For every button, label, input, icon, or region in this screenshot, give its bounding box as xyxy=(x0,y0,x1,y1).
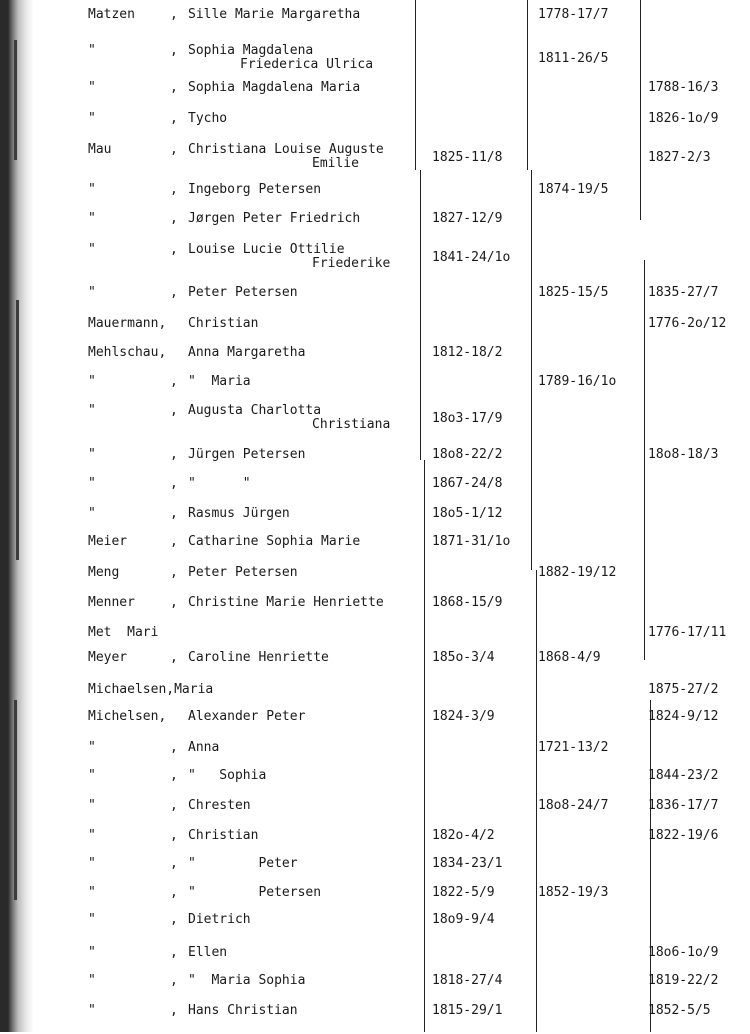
register-row xyxy=(0,596,750,626)
entry-surname: " xyxy=(88,211,96,226)
entry-separator: , xyxy=(170,142,178,157)
register-row xyxy=(0,535,750,565)
entry-given-names: Sophia Magdalena xyxy=(188,43,314,58)
entry-date-column-1: 1871-31/1o xyxy=(432,534,511,549)
entry-date-column-3: 1844-23/2 xyxy=(648,768,719,783)
entry-surname: Met Mari xyxy=(88,625,159,640)
entry-given-names: " Peter xyxy=(188,856,298,871)
entry-surname: " xyxy=(88,111,96,126)
register-row xyxy=(0,946,750,976)
entry-given-names: " Maria xyxy=(188,374,251,389)
register-row xyxy=(0,8,750,38)
entry-date-column-3: 1875-27/2 xyxy=(648,682,719,697)
entry-surname: Mauermann, xyxy=(88,316,167,331)
entry-given-names: Tycho xyxy=(188,111,228,126)
entry-given-names: Christine Marie Henriette xyxy=(188,595,384,610)
entry-date-column-2: 1868-4/9 xyxy=(538,650,601,665)
entry-separator: , xyxy=(170,565,178,580)
entry-separator: , xyxy=(170,740,178,755)
register-row xyxy=(0,769,750,799)
entry-given-names: Rasmus Jürgen xyxy=(188,506,290,521)
entry-separator: , xyxy=(170,242,178,257)
entry-date-column-1: 182o-4/2 xyxy=(432,828,495,843)
entry-given-names-continued: Friederica Ulrica xyxy=(240,57,374,72)
entry-surname: " xyxy=(88,80,96,95)
entry-given-names: Louise Lucie Ottilie xyxy=(188,242,345,257)
entry-date-column-3: 1776-17/11 xyxy=(648,625,727,640)
entry-date-column-1: 1841-24/1o xyxy=(432,250,511,265)
entry-date-column-2: 1811-26/5 xyxy=(538,51,609,66)
entry-separator: , xyxy=(170,828,178,843)
entry-surname: Meng xyxy=(88,565,120,580)
entry-date-column-2: 1825-15/5 xyxy=(538,285,609,300)
register-row xyxy=(0,829,750,859)
entry-surname: " xyxy=(88,885,96,900)
entry-given-names: Christian xyxy=(188,828,259,843)
entry-given-names: Ingeborg Petersen xyxy=(188,182,322,197)
entry-surname: " xyxy=(88,828,96,843)
register-row xyxy=(0,404,750,434)
register-row xyxy=(0,857,750,887)
entry-given-names: Caroline Henriette xyxy=(188,650,329,665)
register-row xyxy=(0,974,750,1004)
entry-separator: , xyxy=(170,182,178,197)
entry-given-names: Chresten xyxy=(188,798,251,813)
entry-date-column-1: 185o-3/4 xyxy=(432,650,495,665)
entry-surname: " xyxy=(88,506,96,521)
entry-given-names-continued: Friederike xyxy=(312,256,391,271)
entry-given-names: " Maria Sophia xyxy=(188,973,306,988)
entry-date-column-1: 1827-12/9 xyxy=(432,211,503,226)
entry-surname: " xyxy=(88,447,96,462)
entry-given-names: Jürgen Petersen xyxy=(188,447,306,462)
entry-surname: Michelsen, xyxy=(88,709,167,724)
register-row xyxy=(0,346,750,376)
entry-given-names: Catharine Sophia Marie xyxy=(188,534,361,549)
entry-surname: " xyxy=(88,1003,96,1018)
entry-surname: " xyxy=(88,945,96,960)
entry-separator: , xyxy=(170,80,178,95)
entry-given-names: Sophia Magdalena Maria xyxy=(188,80,361,95)
entry-separator: , xyxy=(170,403,178,418)
register-row xyxy=(0,448,750,478)
register-row xyxy=(0,507,750,537)
entry-separator: , xyxy=(170,1003,178,1018)
register-row xyxy=(0,886,750,916)
entry-given-names: " " xyxy=(188,476,251,491)
entry-date-column-3: 1776-2o/12 xyxy=(648,316,727,331)
entry-surname: " xyxy=(88,856,96,871)
register-row xyxy=(0,183,750,213)
entry-date-column-3: 1822-19/6 xyxy=(648,828,719,843)
entry-given-names: " Sophia xyxy=(188,768,267,783)
entry-given-names-continued: Emilie xyxy=(312,156,359,171)
entry-separator: , xyxy=(170,7,178,22)
entry-given-names: Dietrich xyxy=(188,912,251,927)
entry-date-column-3: 1836-17/7 xyxy=(648,798,719,813)
entry-date-column-1: 18o8-22/2 xyxy=(432,447,503,462)
entry-given-names: Anna Margaretha xyxy=(188,345,306,360)
entry-separator: , xyxy=(170,912,178,927)
entry-date-column-2: 1778-17/7 xyxy=(538,7,609,22)
entry-separator: , xyxy=(170,768,178,783)
entry-date-column-1: 1824-3/9 xyxy=(432,709,495,724)
entry-surname: " xyxy=(88,740,96,755)
entry-date-column-2: 1852-19/3 xyxy=(538,885,609,900)
entry-date-column-3: 1788-16/3 xyxy=(648,80,719,95)
entry-given-names: Ellen xyxy=(188,945,228,960)
register-row xyxy=(0,286,750,316)
entry-separator: , xyxy=(170,43,178,58)
entry-date-column-3: 18o8-18/3 xyxy=(648,447,719,462)
entry-given-names: Peter Petersen xyxy=(188,565,298,580)
entry-surname: " xyxy=(88,912,96,927)
entry-date-column-1: 1818-27/4 xyxy=(432,973,503,988)
entry-surname: Michaelsen,Maria xyxy=(88,682,214,697)
entry-separator: , xyxy=(170,534,178,549)
entry-separator: , xyxy=(170,476,178,491)
register-row xyxy=(0,243,750,273)
entry-separator: , xyxy=(170,595,178,610)
entry-date-column-1: 1868-15/9 xyxy=(432,595,503,610)
register-row xyxy=(0,477,750,507)
entry-date-column-1: 1867-24/8 xyxy=(432,476,503,491)
entry-date-column-3: 1819-22/2 xyxy=(648,973,719,988)
register-row xyxy=(0,710,750,740)
entry-given-names: Jørgen Peter Friedrich xyxy=(188,211,361,226)
entry-given-names: Anna xyxy=(188,740,220,755)
entry-date-column-3: 1827-2/3 xyxy=(648,150,711,165)
entry-surname: Matzen xyxy=(88,7,135,22)
entry-surname: Meyer xyxy=(88,650,128,665)
entry-date-column-2: 1721-13/2 xyxy=(538,740,609,755)
entry-date-column-2: 1882-19/12 xyxy=(538,565,617,580)
entry-separator: , xyxy=(170,945,178,960)
register-row xyxy=(0,212,750,242)
entry-date-column-3: 18o6-1o/9 xyxy=(648,945,719,960)
register-row xyxy=(0,566,750,596)
entry-given-names-continued: Christiana xyxy=(312,417,391,432)
register-row xyxy=(0,317,750,347)
register-row xyxy=(0,112,750,142)
entry-separator: , xyxy=(170,506,178,521)
entry-separator: , xyxy=(170,885,178,900)
entry-date-column-1: 18o5-1/12 xyxy=(432,506,503,521)
entry-surname: " xyxy=(88,768,96,783)
entry-given-names: Hans Christian xyxy=(188,1003,298,1018)
entry-date-column-2: 18o8-24/7 xyxy=(538,798,609,813)
entry-separator: , xyxy=(170,973,178,988)
entry-surname: Mau xyxy=(88,142,112,157)
entry-date-column-1: 18o3-17/9 xyxy=(432,411,503,426)
entry-date-column-1: 1834-23/1 xyxy=(432,856,503,871)
entry-date-column-3: 1824-9/12 xyxy=(648,709,719,724)
entry-date-column-1: 1822-5/9 xyxy=(432,885,495,900)
entry-date-column-1: 1815-29/1 xyxy=(432,1003,503,1018)
register-row xyxy=(0,375,750,405)
register-row xyxy=(0,81,750,111)
entry-given-names: Alexander Peter xyxy=(188,709,306,724)
entry-separator: , xyxy=(170,285,178,300)
entry-surname: " xyxy=(88,798,96,813)
entry-separator: , xyxy=(170,211,178,226)
entry-date-column-1: 1812-18/2 xyxy=(432,345,503,360)
entry-surname: " xyxy=(88,285,96,300)
entry-surname: " xyxy=(88,403,96,418)
entry-date-column-3: 1835-27/7 xyxy=(648,285,719,300)
register-row xyxy=(0,143,750,173)
entry-separator: , xyxy=(170,798,178,813)
entry-date-column-2: 1789-16/1o xyxy=(538,374,617,389)
entry-surname: " xyxy=(88,242,96,257)
entry-date-column-2: 1874-19/5 xyxy=(538,182,609,197)
entry-separator: , xyxy=(170,650,178,665)
entry-surname: " xyxy=(88,374,96,389)
entry-surname: Menner xyxy=(88,595,135,610)
entry-given-names: Sille Marie Margaretha xyxy=(188,7,361,22)
register-row xyxy=(0,651,750,681)
register-row xyxy=(0,741,750,771)
entry-date-column-1: 1825-11/8 xyxy=(432,150,503,165)
entry-date-column-3: 1852-5/5 xyxy=(648,1003,711,1018)
entry-given-names: Christian xyxy=(188,316,259,331)
entry-surname: Mehlschau, xyxy=(88,345,167,360)
entry-surname: " xyxy=(88,43,96,58)
entry-separator: , xyxy=(170,374,178,389)
entry-separator: , xyxy=(170,111,178,126)
entry-given-names: " Petersen xyxy=(188,885,322,900)
entry-separator: , xyxy=(170,447,178,462)
entry-surname: Meier xyxy=(88,534,128,549)
entry-date-column-1: 18o9-9/4 xyxy=(432,912,495,927)
entry-surname: " xyxy=(88,182,96,197)
entry-given-names: Peter Petersen xyxy=(188,285,298,300)
register-row xyxy=(0,44,750,74)
entry-date-column-3: 1826-1o/9 xyxy=(648,111,719,126)
entry-given-names: Christiana Louise Auguste xyxy=(188,142,384,157)
register-row xyxy=(0,1004,750,1034)
entry-surname: " xyxy=(88,476,96,491)
entry-given-names: Augusta Charlotta xyxy=(188,403,322,418)
register-row xyxy=(0,799,750,829)
entry-separator: , xyxy=(170,856,178,871)
entry-surname: " xyxy=(88,973,96,988)
register-row xyxy=(0,913,750,943)
